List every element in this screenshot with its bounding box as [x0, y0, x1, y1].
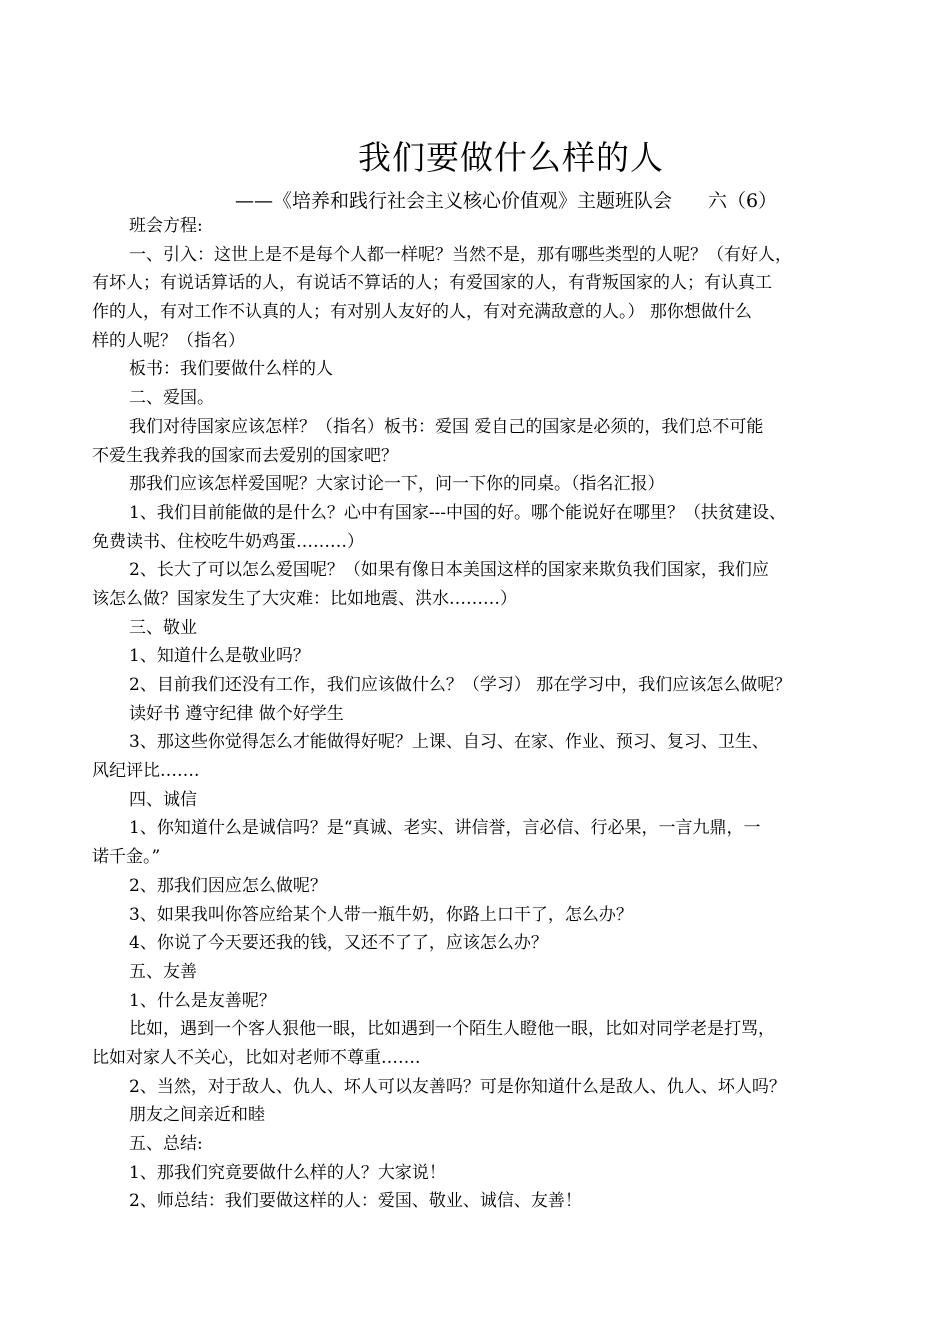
body-line: 读好书 遵守纪律 做个好学生 — [129, 703, 344, 724]
body-line: 2、那我们因应怎么做呢？ — [129, 875, 327, 896]
body-line: 诺千金。” — [92, 847, 161, 868]
body-line: 2、目前我们还没有工作，我们应该做什么？（学习） 那在学习中，我们应该怎么做呢？ — [129, 675, 792, 695]
body-line: 3、如果我叫你答应给某个人带一瓶牛奶，你路上口干了，怎么办？ — [129, 904, 633, 925]
body-line: 样的人呢？（指名） — [92, 330, 245, 351]
body-line: 作的人，有对工作不认真的人；有对别人友好的人，有对充满敌意的人。） 那你想做什么 — [92, 302, 752, 323]
body-line: 板书：我们要做什么样的人 — [129, 359, 333, 380]
body-line: 五、总结: — [129, 1134, 203, 1154]
document-title: 我们要做什么样的人 — [358, 138, 664, 177]
body-line: 四、诚信 — [129, 789, 197, 810]
document-body — [92, 212, 867, 1216]
body-line: 一、引入：这世上是不是每个人都一样呢？当然不是，那有哪些类型的人呢？（有好人， — [129, 244, 792, 265]
body-line: 2、师总结：我们要做这样的人：爱国、敬业、诚信、友善！ — [129, 1191, 582, 1212]
body-line: 1、知道什么是敬业吗？ — [129, 646, 310, 667]
body-line: 比如对家人不关心，比如对老师不尊重……. — [92, 1047, 421, 1068]
body-line: 该怎么做？国家发生了大灾难：比如地震、洪水………） — [92, 588, 517, 609]
body-line: 五、友善 — [129, 961, 197, 982]
body-line: 1、什么是友善呢？ — [129, 990, 276, 1011]
body-line: 4、你说了今天要还我的钱，又还不了了，应该怎么办？ — [129, 933, 548, 954]
body-line: 免费读书、住校吃牛奶鸡蛋………） — [92, 531, 364, 552]
body-line: 2、长大了可以怎么爱国呢？（如果有像日本美国这样的国家来欺负我们国家，我们应 — [129, 560, 769, 581]
body-line: 3、那这些你觉得怎么才能做得好呢？上课、自习、在家、作业、预习、复习、卫生、 — [129, 732, 769, 753]
body-line: 有坏人；有说话算话的人，有说话不算话的人；有爱国家的人，有背叛国家的人；有认真工 — [92, 273, 772, 294]
body-line: 三、敬业 — [129, 617, 197, 638]
body-line: 那我们应该怎样爱国呢？大家讨论一下，问一下你的同桌。（指名汇报） — [129, 474, 665, 495]
body-line: 1、我们目前能做的是什么？心中有国家---中国的好。哪个能说好在哪里？（扶贫建设、 — [129, 502, 787, 523]
document-subtitle — [235, 186, 777, 213]
body-line: 1、你知道什么是诚信吗？是“真诚、老实、讲信誉，言必信、行必果，一言九鼎，一 — [129, 818, 761, 839]
body-line: 朋友之间亲近和睦 — [129, 1105, 265, 1126]
body-line: 比如，遇到一个客人狠他一眼，比如遇到一个陌生人瞪他一眼，比如对同学老是打骂， — [129, 1019, 775, 1040]
body-line: 班会方程: — [129, 216, 203, 236]
body-line: 我们对待国家应该怎样？（指名）板书：爱国 爱自己的国家是必须的，我们总不可能 — [129, 416, 764, 437]
body-line: 风纪评比……. — [92, 761, 200, 782]
body-line: 不爱生我养我的国家而去爱别的国家吧？ — [92, 445, 398, 466]
class-label: 六（6） — [708, 190, 778, 212]
body-line: 1、那我们究竟要做什么样的人？大家说！ — [129, 1162, 446, 1183]
body-line: 2、当然，对于敌人、仇人、坏人可以友善吗？可是你知道什么是敌人、仇人、坏人吗？ — [129, 1076, 786, 1097]
subtitle-text: ——《培养和践行社会主义核心价值观》主题班队会 — [235, 190, 673, 212]
body-line: 二、爱国。 — [129, 388, 214, 409]
